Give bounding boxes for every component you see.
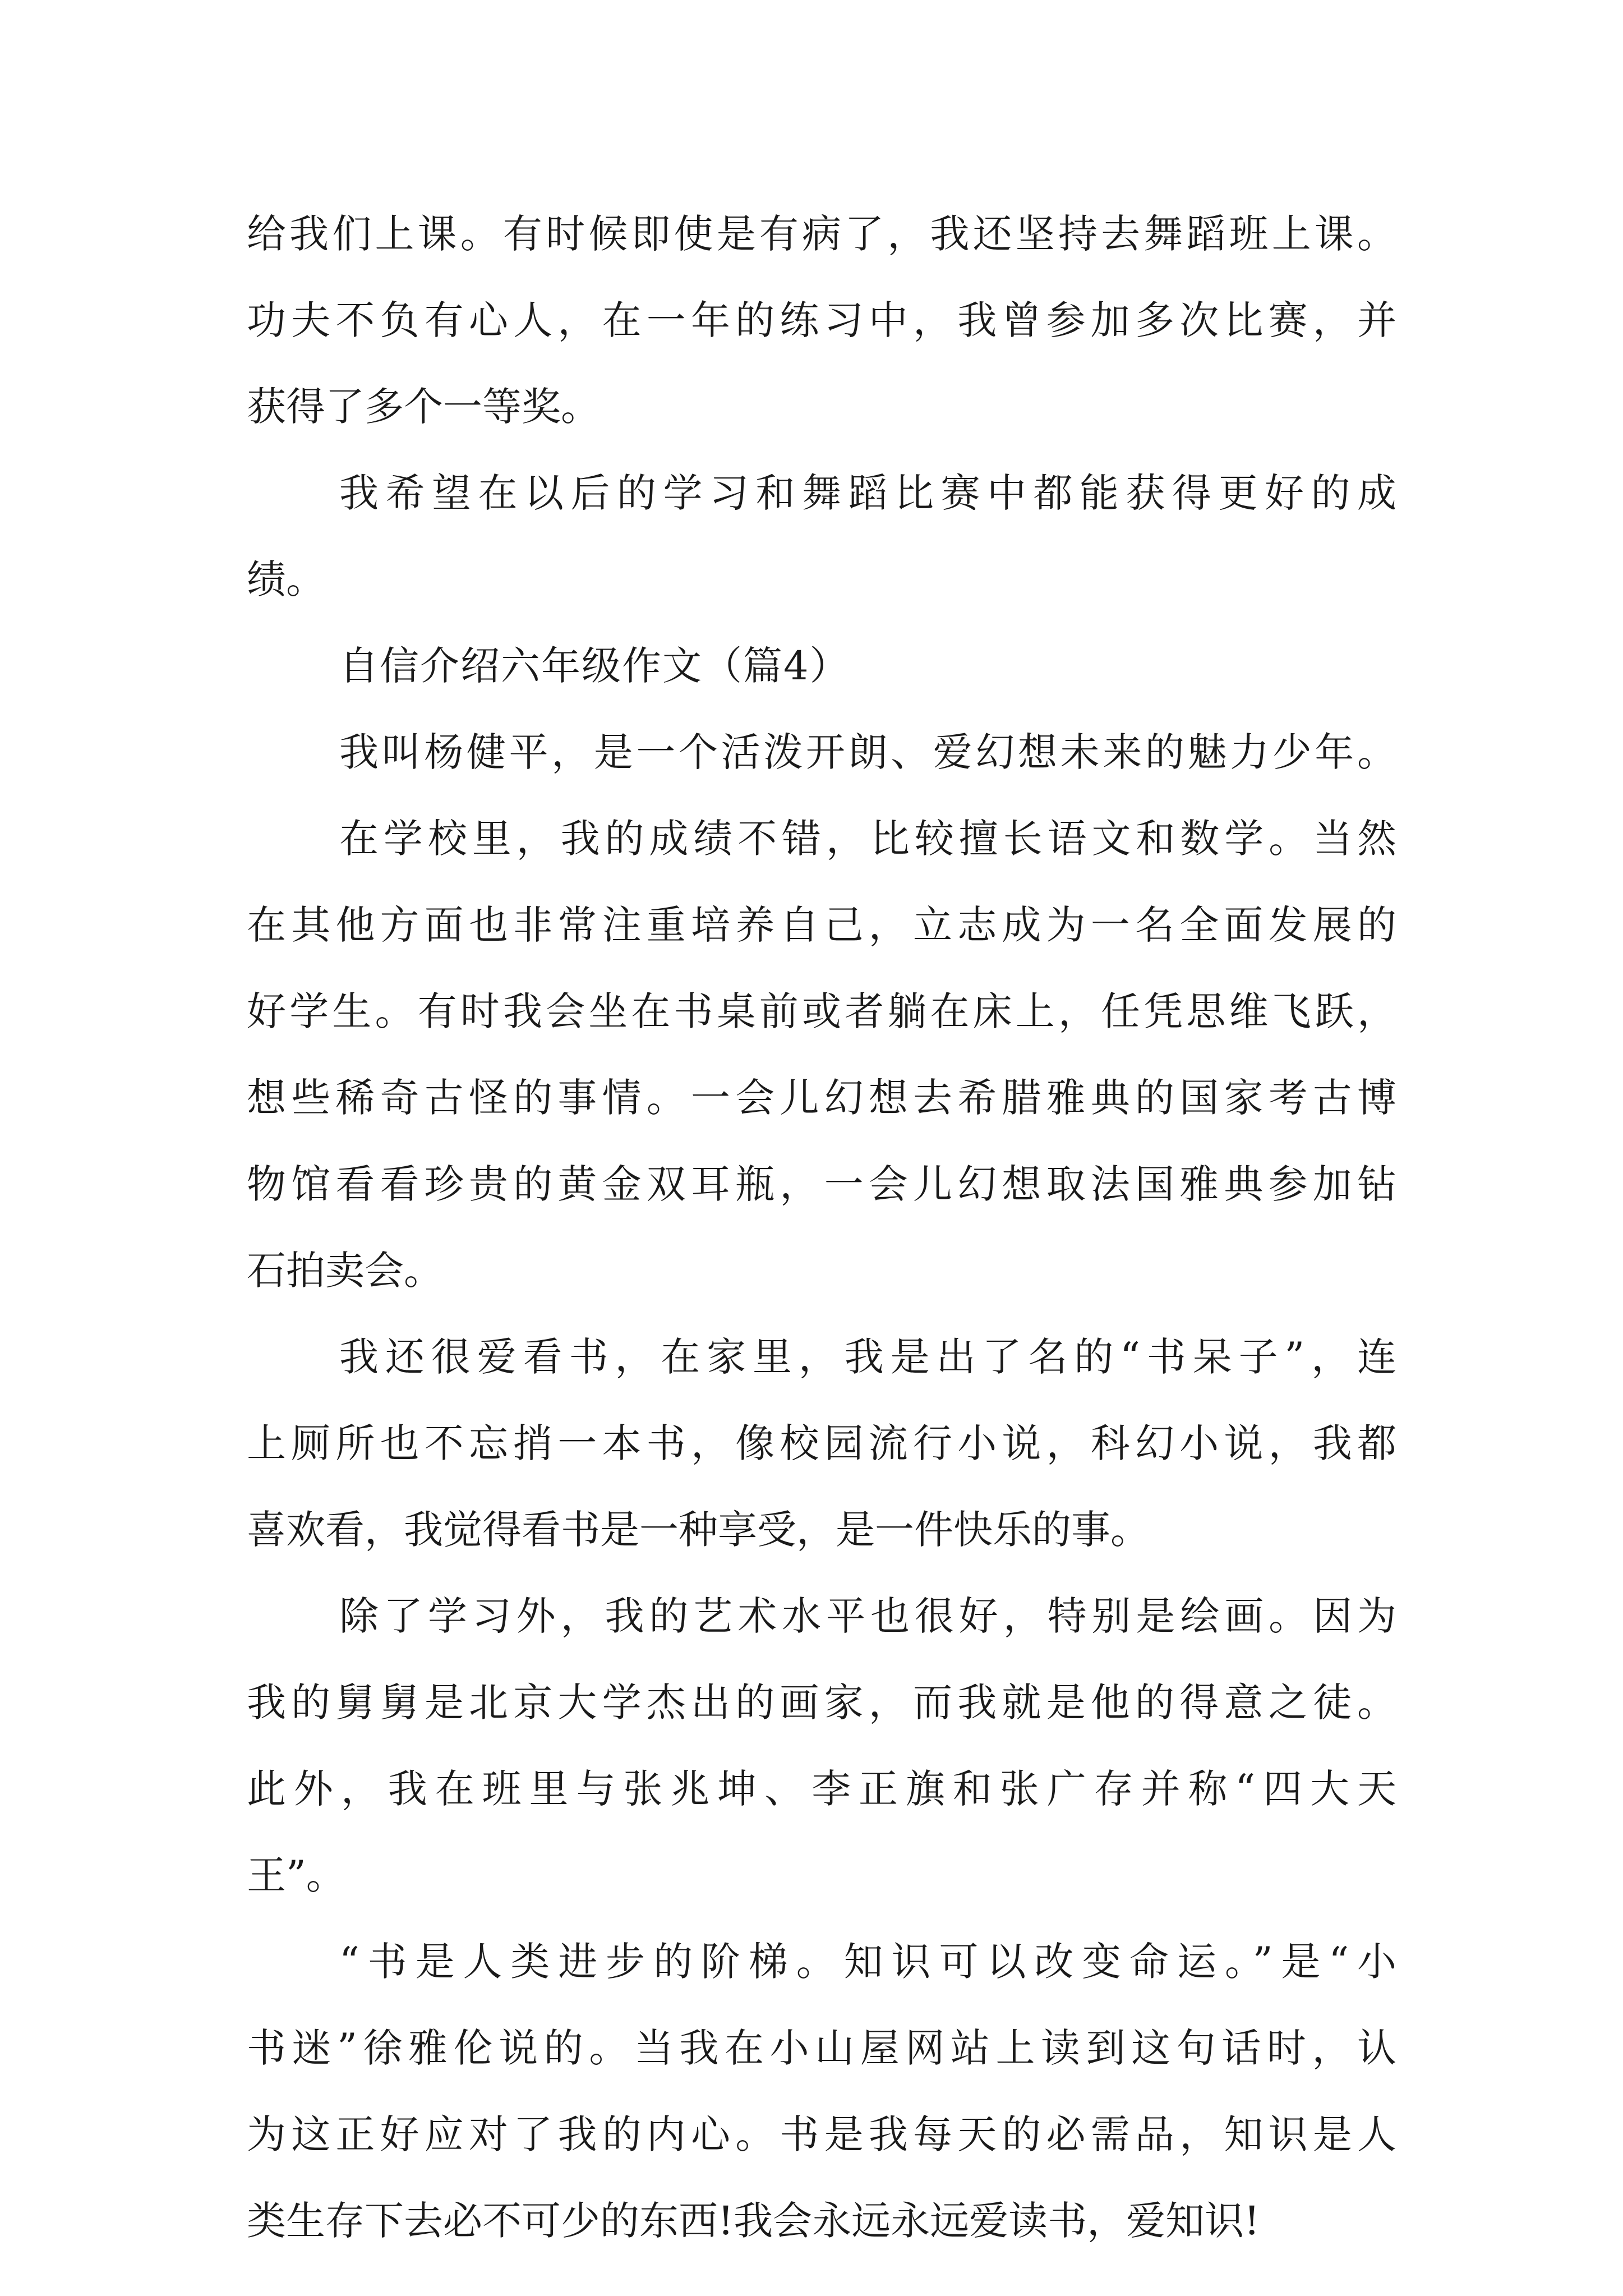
paragraph-line: 想些稀奇古怪的事情。一会儿幻想去希腊雅典的国家考古博	[247, 1075, 1396, 1121]
paragraph-line: 为这正好应对了我的内心。书是我每天的必需品，知识是人	[247, 2111, 1396, 2157]
paragraph-line: 除了学习外，我的艺术水平也很好，特别是绘画。因为	[339, 1593, 1396, 1639]
paragraph-line: 获得了多个一等奖。	[247, 384, 600, 430]
paragraph-line: 给我们上课。有时候即使是有病了，我还坚持去舞蹈班上课。	[247, 211, 1396, 257]
paragraph-line: “书是人类进步的阶梯。知识可以改变命运。”是“小	[339, 1939, 1396, 1985]
paragraph-line: 好学生。有时我会坐在书桌前或者躺在床上，任凭思维飞跃，	[247, 988, 1396, 1034]
paragraph-line: 上厕所也不忘捎一本书，像校园流行小说，科幻小说，我都	[247, 1420, 1396, 1466]
paragraph-line: 此外，我在班里与张兆坤、李正旗和张广存并称“四大天	[247, 1766, 1396, 1812]
paragraph-line: 喜欢看，我觉得看书是一种享受，是一件快乐的事。	[247, 1507, 1150, 1553]
paragraph-line: 在学校里，我的成绩不错，比较擅长语文和数学。当然	[339, 816, 1396, 862]
paragraph-line: 我希望在以后的学习和舞蹈比赛中都能获得更好的成	[339, 470, 1396, 516]
paragraph-line: 绩。	[247, 556, 325, 602]
paragraph-line: 王”。	[247, 1852, 345, 1898]
paragraph-line: 类生存下去必不可少的东西!我会永远永远爱读书，爱知识!	[247, 2198, 1260, 2244]
paragraph-line: 书迷”徐雅伦说的。当我在小山屋网站上读到这句话时，认	[247, 2025, 1396, 2071]
paragraph-line: 石拍卖会。	[247, 1248, 443, 1294]
paragraph-line: 在其他方面也非常注重培养自己，立志成为一名全面发展的	[247, 902, 1396, 948]
paragraph-line: 我还很爱看书，在家里，我是出了名的“书呆子”，连	[339, 1334, 1396, 1380]
paragraph-line: 我叫杨健平，是一个活泼开朗、爱幻想未来的魅力少年。	[339, 729, 1396, 775]
section-heading: 自信介绍六年级作文（篇4）	[339, 643, 850, 689]
paragraph-line: 功夫不负有心人，在一年的练习中，我曾参加多次比赛，并	[247, 297, 1396, 343]
paragraph-line: 我的舅舅是北京大学杰出的画家，而我就是他的得意之徒。	[247, 1680, 1396, 1726]
paragraph-line: 物馆看看珍贵的黄金双耳瓶，一会儿幻想取法国雅典参加钻	[247, 1161, 1396, 1207]
